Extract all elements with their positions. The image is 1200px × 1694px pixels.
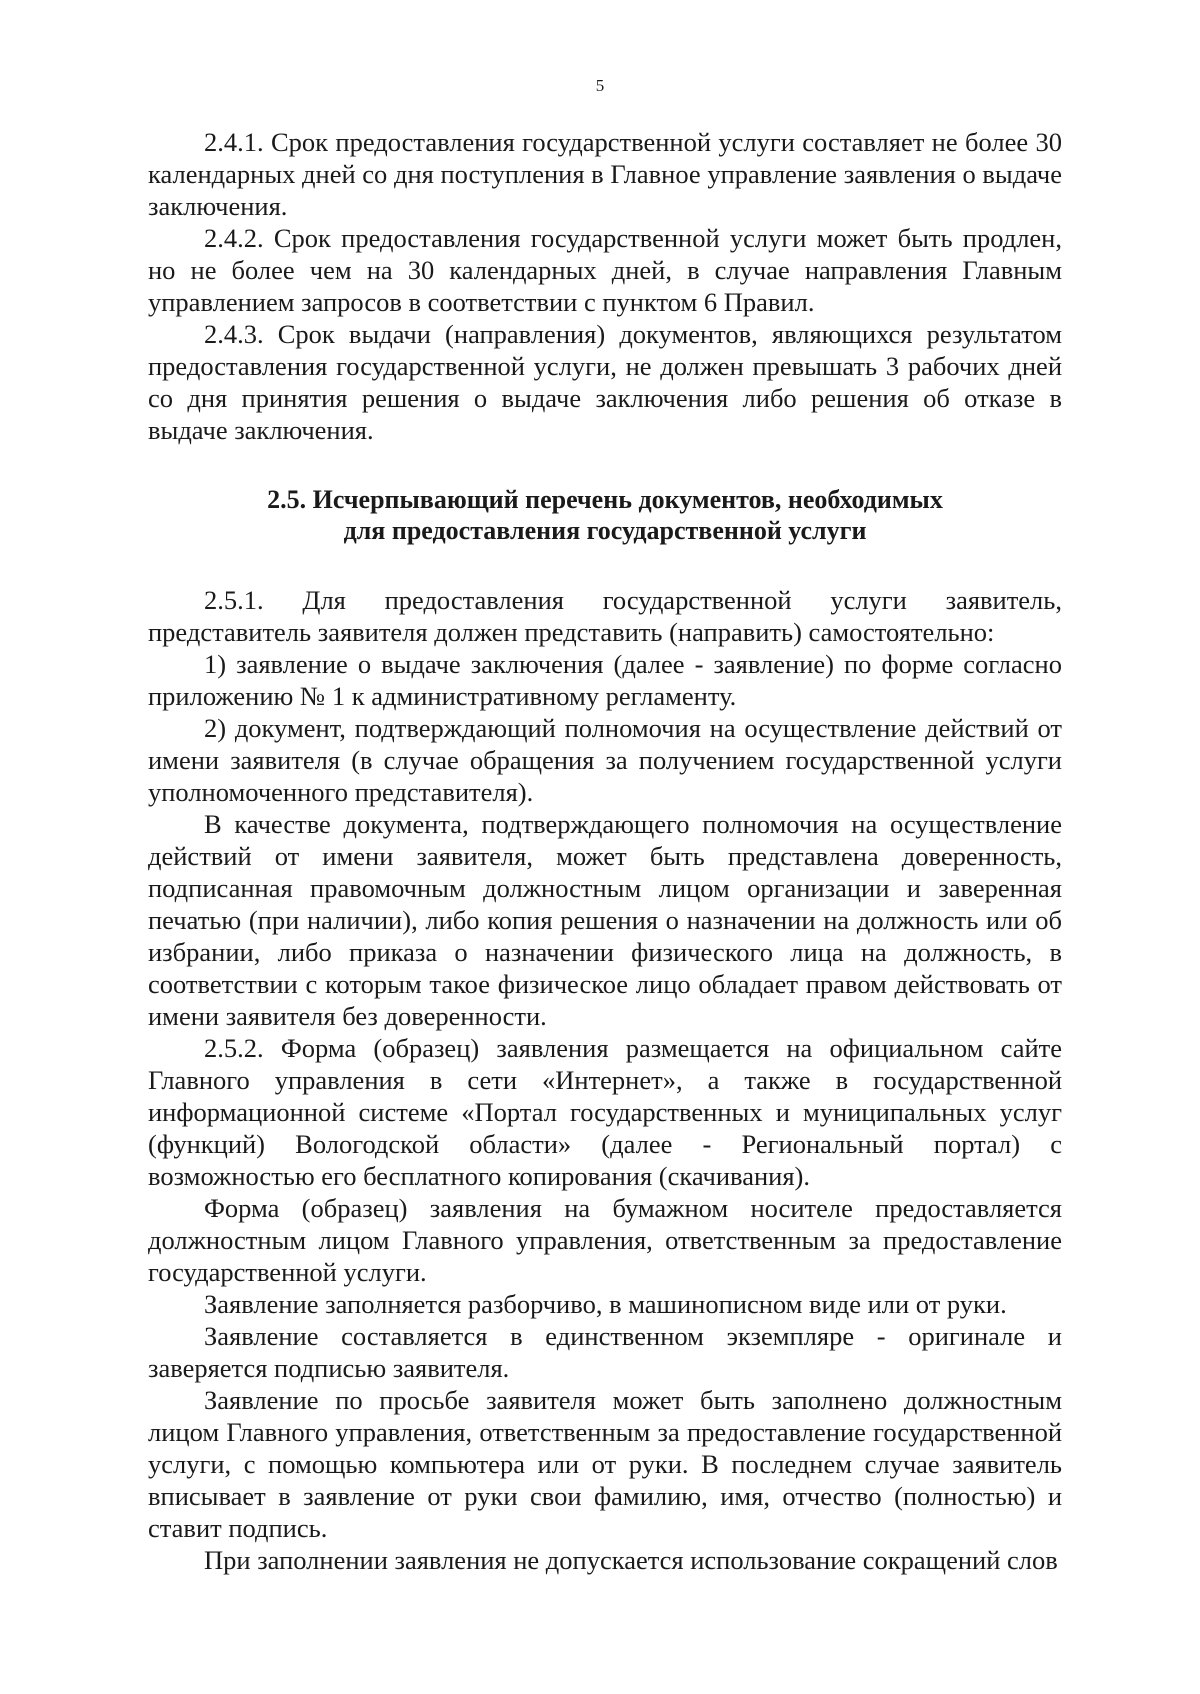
paragraph-abbreviations: При заполнении заявления не допускается использование сокращений слов <box>204 1545 1058 1575</box>
paragraph-2-4-1: 2.4.1. Срок предоставления государственной услуги составляет не более 30 календарных дней со дня поступления в Главное управление заявления о выдаче заключения. <box>148 127 1062 221</box>
section-2-5-heading-line-1: 2.5. Исчерпывающий перечень документов, необходимых <box>267 485 943 514</box>
section-2-4-text <box>148 126 1062 446</box>
paragraph-2-5-1: 2.5.1. Для предоставления государственной услуги заявитель, представитель заявителя должен представить (направить) самостоятельно: <box>148 585 1062 647</box>
list-item-1: 1) заявление о выдаче заключения (далее - заявление) по форме согласно приложению № 1 к административному регламенту. <box>148 649 1062 711</box>
paragraph-2-4-2: 2.4.2. Срок предоставления государственной услуги может быть продлен, но не более чем на 30 календарных дней, в случае направления Главным управлением запросов в соответствии с пунктом 6 Правил. <box>148 223 1062 317</box>
page-number: 5 <box>595 76 605 95</box>
paragraph-2-5-2: 2.5.2. Форма (образец) заявления размещается на официальном сайте Главного управления в сети «Интернет», а также в государственной информационной системе «Портал государственных и муниципальных услуг (функций) Вологодской области» (далее - Региональный портал) с возможностью его бесплатного копирования (скачивания). <box>148 1033 1062 1191</box>
paragraph-paper-form: Форма (образец) заявления на бумажном носителе предоставляется должностным лицом Главного управления, ответственным за предоставление государственной услуги. <box>148 1193 1062 1287</box>
paragraph-single-copy: Заявление составляется в единственном экземпляре - оригинале и заверяется подписью заявителя. <box>148 1321 1062 1383</box>
list-item-2: 2) документ, подтверждающий полномочия на осуществление действий от имени заявителя (в случае обращения за получением государственной услуги уполномоченного представителя). <box>148 713 1062 807</box>
paragraph-legibility: Заявление заполняется разборчиво, в машинописном виде или от руки. <box>204 1289 1007 1319</box>
section-2-5-text <box>148 584 1062 1576</box>
section-2-5-heading <box>148 484 1062 546</box>
paragraph-2-4-3: 2.4.3. Срок выдачи (направления) документов, являющихся результатом предоставления государственной услуги, не должен превышать 3 рабочих дней со дня принятия решения о выдаче заключения либо решения об отказе в выдаче заключения. <box>148 319 1062 445</box>
paragraph-filled-by-official: Заявление по просьбе заявителя может быть заполнено должностным лицом Главного управления, ответственным за предоставление государственной услуги, с помощью компьютера или от руки. В последнем случае заявитель вписывает в заявление от руки свои фамилию, имя, отчество (полностью) и ставит подпись. <box>148 1385 1062 1543</box>
paragraph-authority-document: В качестве документа, подтверждающего полномочия на осуществление действий от имени заявителя, может быть представлена доверенность, подписанная правомочным должностным лицом организации и заверенная печатью (при наличии), либо копия решения о назначении на должность или об избрании, либо приказа о назначении физического лица на должность, в соответствии с которым такое физическое лицо обладает правом действовать от имени заявителя без доверенности. <box>148 809 1062 1031</box>
section-2-5-heading-line-2: для предоставления государственной услуги <box>343 516 867 545</box>
